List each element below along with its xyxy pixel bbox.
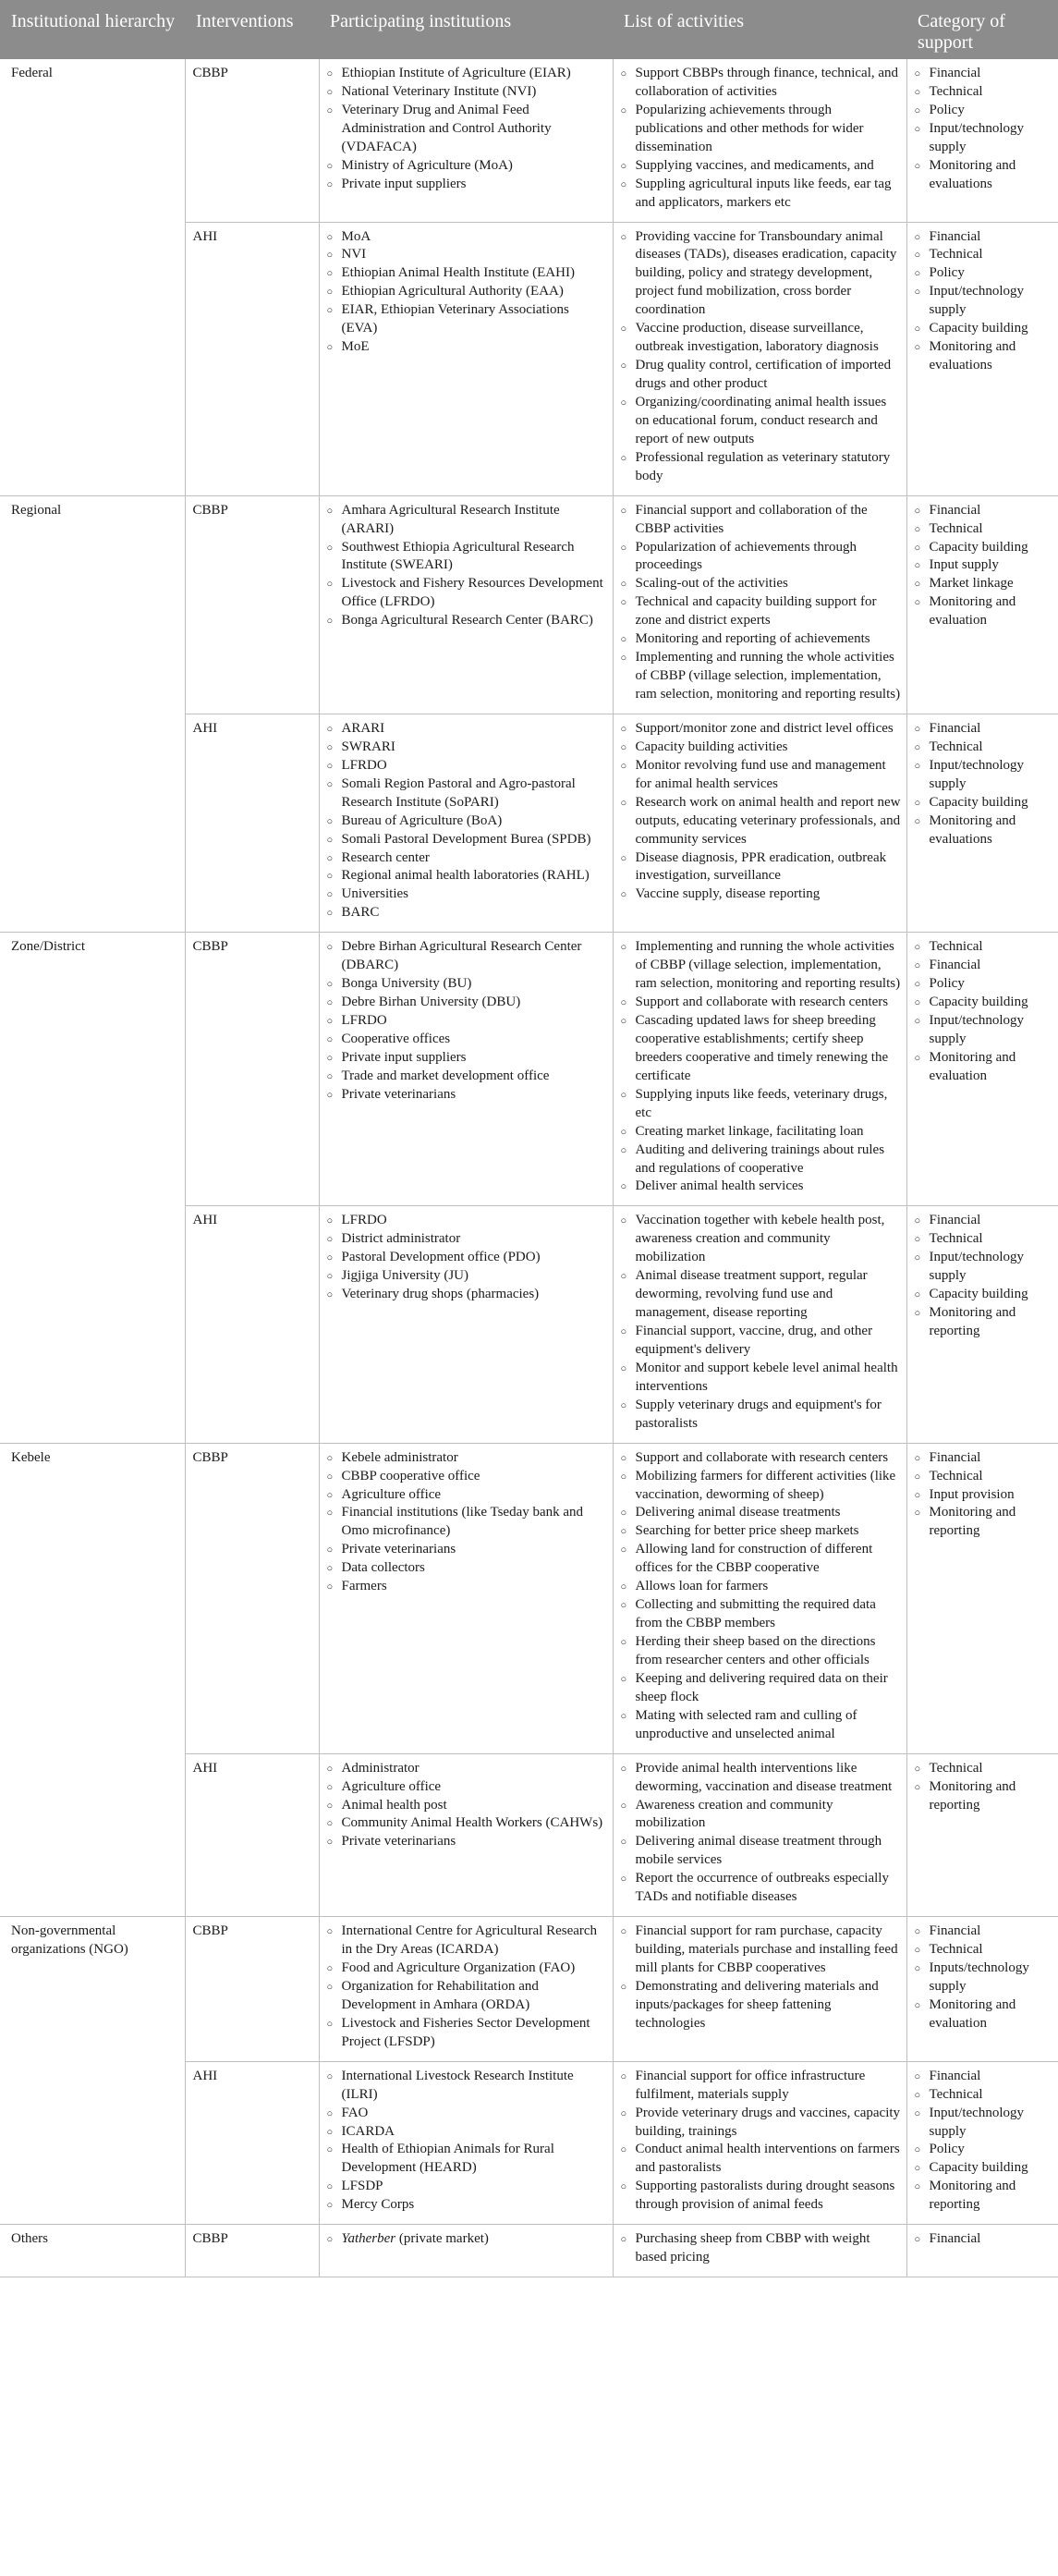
activity-item: ○ Scaling-out of the activities xyxy=(621,575,901,593)
activities-cell xyxy=(613,933,906,1206)
institution-item-italic: Yatherber xyxy=(341,2231,396,2247)
support-item: ○ Input/technology supply xyxy=(915,1012,1053,1049)
support-cell xyxy=(906,1206,1058,1443)
hierarchy-cell: Regional xyxy=(0,495,185,933)
institutions-cell xyxy=(319,1917,613,2062)
activity-item: ○ Providing vaccine for Transboundary animal diseases (TADs), diseases eradication, capacity building, policy and strategy development, project fund mobilization, cross border coordination xyxy=(621,228,901,321)
intervention-cell: CBBP xyxy=(185,495,319,714)
activity-item: ○ Provide animal health interventions like deworming, vaccination and disease treatment xyxy=(621,1760,901,1797)
activity-item: ○ Monitor and support kebele level animal health interventions xyxy=(621,1360,901,1397)
support-item: ○ Input supply xyxy=(915,556,1053,575)
table-row xyxy=(0,495,1058,714)
institution-item: ○ Health of Ethiopian Animals for Rural Development (HEARD) xyxy=(327,2141,607,2178)
support-cell xyxy=(906,2225,1058,2277)
institution-item: ○ Private veterinarians xyxy=(327,1833,607,1851)
institution-item: ○ District administrator xyxy=(327,1230,607,1249)
institution-item: ○ Trade and market development office xyxy=(327,1068,607,1086)
institution-item: ○ ICARDA xyxy=(327,2123,607,2142)
institution-item: ○ Bonga Agricultural Research Center (BARC) xyxy=(327,612,607,630)
support-item: ○ Financial xyxy=(915,1449,1053,1468)
institution-item: ○ Private input suppliers xyxy=(327,176,607,194)
institution-item: ○ Kebele administrator xyxy=(327,1449,607,1468)
activity-item: ○ Deliver animal health services xyxy=(621,1178,901,1196)
activity-item: ○ Purchasing sheep from CBBP with weight based pricing xyxy=(621,2230,901,2267)
institution-item: ○ Private veterinarians xyxy=(327,1086,607,1105)
intervention-cell: CBBP xyxy=(185,1443,319,1753)
institution-item: ○ Community Animal Health Workers (CAHWs) xyxy=(327,1814,607,1833)
activities-cell xyxy=(613,2061,906,2225)
institution-list xyxy=(327,1449,607,1597)
institution-list xyxy=(327,65,607,194)
support-list xyxy=(915,1923,1053,2033)
activity-item: ○ Technical and capacity building support for zone and district experts xyxy=(621,593,901,630)
activities-cell xyxy=(613,1753,906,1917)
institutions-cell xyxy=(319,933,613,1206)
institution-list xyxy=(327,1923,607,2052)
support-item: ○ Technical xyxy=(915,739,1053,757)
hierarchy-cell: Zone/District xyxy=(0,933,185,1443)
support-item: ○ Monitoring and evaluations xyxy=(915,812,1053,849)
activity-list xyxy=(621,502,901,704)
institution-item: ○ Universities xyxy=(327,885,607,904)
activity-item: ○ Vaccine supply, disease reporting xyxy=(621,885,901,904)
institution-item: ○ LFRDO xyxy=(327,1212,607,1230)
institutions-cell xyxy=(319,59,613,222)
support-item: ○ Monitoring and evaluations xyxy=(915,338,1053,375)
activity-item: ○ Keeping and delivering required data on their sheep flock xyxy=(621,1670,901,1707)
activity-list xyxy=(621,2068,901,2216)
institutions-cell xyxy=(319,1206,613,1443)
support-item: ○ Technical xyxy=(915,2086,1053,2105)
institution-item: ○ Livestock and Fishery Resources Development Office (LFRDO) xyxy=(327,575,607,612)
support-cell xyxy=(906,59,1058,222)
activity-item: ○ Support CBBPs through finance, technical, and collaboration of activities xyxy=(621,65,901,102)
support-list xyxy=(915,65,1053,194)
support-item: ○ Financial xyxy=(915,1923,1053,1941)
activity-list xyxy=(621,720,901,904)
institution-item: ○ BARC xyxy=(327,904,607,922)
support-item: ○ Market linkage xyxy=(915,575,1053,593)
institution-item: ○ Data collectors xyxy=(327,1559,607,1578)
support-item: ○ Monitoring and evaluations xyxy=(915,157,1053,194)
support-item: ○ Monitoring and evaluation xyxy=(915,1049,1053,1086)
table-row xyxy=(0,2225,1058,2277)
activity-item: ○ Popularizing achievements through publications and other methods for wider dissemination xyxy=(621,102,901,157)
activity-item: ○ Cascading updated laws for sheep breeding cooperative establishments; certify sheep breeders cooperative and timely renewing the certificate xyxy=(621,1012,901,1086)
activity-item: ○ Supporting pastoralists during drought seasons through provision of animal feeds xyxy=(621,2178,901,2215)
header-institutional-hierarchy: Institutional hierarchy xyxy=(0,0,185,59)
institution-item: ○ Somali Pastoral Development Burea (SPDB) xyxy=(327,831,607,849)
support-cell xyxy=(906,1753,1058,1917)
institutions-cell xyxy=(319,2225,613,2277)
support-item: ○ Policy xyxy=(915,102,1053,120)
institutions-cell xyxy=(319,1443,613,1753)
activity-list xyxy=(621,228,901,486)
support-item: ○ Capacity building xyxy=(915,2159,1053,2178)
support-cell xyxy=(906,1443,1058,1753)
activity-item: ○ Delivering animal disease treatments xyxy=(621,1504,901,1522)
institution-list xyxy=(327,1212,607,1304)
activity-item: ○ Financial support for ram purchase, capacity building, materials purchase and installing feed mill plants for CBBP cooperatives xyxy=(621,1923,901,1978)
institution-item: ○ Jigjiga University (JU) xyxy=(327,1267,607,1286)
institution-item: ○ Cooperative offices xyxy=(327,1031,607,1049)
support-item: ○ Capacity building xyxy=(915,794,1053,812)
support-list xyxy=(915,1760,1053,1815)
support-item: ○ Technical xyxy=(915,938,1053,957)
table-row xyxy=(0,59,1058,222)
activity-item: ○ Vaccination together with kebele health post, awareness creation and community mobilization xyxy=(621,1212,901,1267)
activity-item: ○ Vaccine production, disease surveillance, outbreak investigation, laboratory diagnosis xyxy=(621,320,901,357)
activity-item: ○ Monitoring and reporting of achievements xyxy=(621,630,901,649)
institution-item: ○ ARARI xyxy=(327,720,607,739)
support-item: ○ Technical xyxy=(915,1941,1053,1959)
activity-list xyxy=(621,1923,901,2033)
activity-list xyxy=(621,1760,901,1908)
support-item: ○ Monitoring and reporting xyxy=(915,1504,1053,1541)
support-item: ○ Financial xyxy=(915,65,1053,83)
header-participating-institutions: Participating institutions xyxy=(319,0,613,59)
support-item: ○ Policy xyxy=(915,2141,1053,2159)
activity-item: ○ Creating market linkage, facilitating loan xyxy=(621,1123,901,1141)
activity-item: ○ Supply veterinary drugs and equipment's for pastoralists xyxy=(621,1397,901,1434)
table-body xyxy=(0,59,1058,2277)
hierarchy-cell: Kebele xyxy=(0,1443,185,1917)
institution-item: ○ Veterinary Drug and Animal Feed Administration and Control Authority (VDAFACA) xyxy=(327,102,607,157)
activity-item: ○ Support and collaborate with research centers xyxy=(621,994,901,1012)
institution-item: ○ Mercy Corps xyxy=(327,2196,607,2215)
activity-item: ○ Searching for better price sheep markets xyxy=(621,1522,901,1541)
activity-item: ○ Collecting and submitting the required data from the CBBP members xyxy=(621,1596,901,1633)
support-list xyxy=(915,1449,1053,1542)
activity-item: ○ Support and collaborate with research centers xyxy=(621,1449,901,1468)
institution-item: ○ International Centre for Agricultural Research in the Dry Areas (ICARDA) xyxy=(327,1923,607,1959)
activity-list xyxy=(621,938,901,1196)
support-cell xyxy=(906,222,1058,495)
support-item: ○ Input/technology supply xyxy=(915,120,1053,157)
intervention-cell: CBBP xyxy=(185,933,319,1206)
activity-item: ○ Mating with selected ram and culling of unproductive and unselected animal xyxy=(621,1707,901,1744)
support-item: ○ Input/technology supply xyxy=(915,2105,1053,2142)
institution-list xyxy=(327,228,607,358)
header-interventions: Interventions xyxy=(185,0,319,59)
institution-item: ○ LFSDP xyxy=(327,2178,607,2196)
support-list xyxy=(915,938,1053,1086)
institution-list xyxy=(327,938,607,1104)
activity-item: ○ Mobilizing farmers for different activities (like vaccination, deworming of sheep) xyxy=(621,1468,901,1505)
institution-item: ○ Amhara Agricultural Research Institute (ARARI) xyxy=(327,502,607,539)
activity-list xyxy=(621,1449,901,1744)
activity-item: ○ Research work on animal health and report new outputs, educating veterinary professionals, and community services xyxy=(621,794,901,849)
intervention-cell: CBBP xyxy=(185,2225,319,2277)
institutions-cell xyxy=(319,1753,613,1917)
support-item: ○ Technical xyxy=(915,1468,1053,1486)
institution-item: ○ National Veterinary Institute (NVI) xyxy=(327,83,607,102)
support-item: ○ Technical xyxy=(915,520,1053,539)
activity-item: ○ Conduct animal health interventions on farmers and pastoralists xyxy=(621,2141,901,2178)
institution-item: ○ LFRDO xyxy=(327,1012,607,1031)
support-item: ○ Technical xyxy=(915,83,1053,102)
institution-item: ○ Farmers xyxy=(327,1578,607,1596)
institution-item xyxy=(327,2230,607,2249)
activities-cell xyxy=(613,714,906,932)
institution-list xyxy=(327,502,607,631)
institution-item: ○ International Livestock Research Institute (ILRI) xyxy=(327,2068,607,2105)
institution-item: ○ NVI xyxy=(327,246,607,264)
institution-item: ○ Agriculture office xyxy=(327,1778,607,1797)
institution-item: ○ Organization for Rehabilitation and Development in Amhara (ORDA) xyxy=(327,1978,607,2015)
institution-item: ○ EIAR, Ethiopian Veterinary Associations (EVA) xyxy=(327,301,607,338)
institution-item: ○ LFRDO xyxy=(327,757,607,775)
institution-item: ○ Ministry of Agriculture (MoA) xyxy=(327,157,607,176)
support-item: ○ Financial xyxy=(915,720,1053,739)
support-cell xyxy=(906,1917,1058,2062)
institutions-cell xyxy=(319,714,613,932)
institution-item: ○ Private input suppliers xyxy=(327,1049,607,1068)
institution-item: ○ Pastoral Development office (PDO) xyxy=(327,1249,607,1267)
institution-item: ○ Debre Birhan University (DBU) xyxy=(327,994,607,1012)
support-item: ○ Input/technology supply xyxy=(915,283,1053,320)
institutions-cell xyxy=(319,222,613,495)
institution-list xyxy=(327,2230,607,2249)
activity-item: ○ Implementing and running the whole activities of CBBP (village selection, implementation, ram selection, monitoring and reporting results) xyxy=(621,649,901,704)
institution-item: ○ Veterinary drug shops (pharmacies) xyxy=(327,1286,607,1304)
support-list xyxy=(915,228,1053,376)
intervention-cell: CBBP xyxy=(185,59,319,222)
support-item: ○ Monitoring and evaluation xyxy=(915,1996,1053,2033)
activity-item: ○ Delivering animal disease treatment through mobile services xyxy=(621,1833,901,1870)
activities-cell xyxy=(613,222,906,495)
intervention-cell: AHI xyxy=(185,1753,319,1917)
institution-item: ○ Somali Region Pastoral and Agro-pastoral Research Institute (SoPARI) xyxy=(327,775,607,812)
activity-item: ○ Popularization of achievements through proceedings xyxy=(621,539,901,576)
activity-item: ○ Awareness creation and community mobilization xyxy=(621,1797,901,1834)
table-row xyxy=(0,933,1058,1206)
support-item: ○ Capacity building xyxy=(915,994,1053,1012)
support-item: ○ Financial xyxy=(915,502,1053,520)
support-cell xyxy=(906,2061,1058,2225)
institution-item: ○ MoA xyxy=(327,228,607,247)
institution-item: ○ Ethiopian Animal Health Institute (EAHI) xyxy=(327,264,607,283)
activity-item: ○ Herding their sheep based on the directions from researcher centers and other officials xyxy=(621,1633,901,1670)
support-list xyxy=(915,720,1053,849)
support-item: ○ Technical xyxy=(915,1230,1053,1249)
support-list xyxy=(915,1212,1053,1341)
support-cell xyxy=(906,714,1058,932)
intervention-cell: AHI xyxy=(185,222,319,495)
activity-item: ○ Drug quality control, certification of imported drugs and other product xyxy=(621,357,901,394)
institution-item-text: (private market) xyxy=(395,2231,489,2247)
institution-list xyxy=(327,720,607,922)
activity-item: ○ Supplying vaccines, and medicaments, and xyxy=(621,157,901,176)
institution-item: ○ CBBP cooperative office xyxy=(327,1468,607,1486)
activity-item: ○ Animal disease treatment support, regular deworming, revolving fund use and management, disease reporting xyxy=(621,1267,901,1323)
institution-list xyxy=(327,2068,607,2216)
support-item: ○ Capacity building xyxy=(915,1286,1053,1304)
support-item: ○ Input/technology supply xyxy=(915,1249,1053,1286)
activity-item: ○ Demonstrating and delivering materials and inputs/packages for sheep fattening technologies xyxy=(621,1978,901,2033)
activity-item: ○ Professional regulation as veterinary statutory body xyxy=(621,449,901,486)
institution-item: ○ Ethiopian Agricultural Authority (EAA) xyxy=(327,283,607,301)
activity-item: ○ Monitor revolving fund use and management for animal health services xyxy=(621,757,901,794)
intervention-cell: AHI xyxy=(185,1206,319,1443)
support-item: ○ Inputs/technology supply xyxy=(915,1959,1053,1996)
institution-item: ○ Bureau of Agriculture (BoA) xyxy=(327,812,607,831)
support-list xyxy=(915,502,1053,631)
activity-item: ○ Financial support and collaboration of the CBBP activities xyxy=(621,502,901,539)
institution-item: ○ Financial institutions (like Tseday bank and Omo microfinance) xyxy=(327,1504,607,1541)
institution-item: ○ Bonga University (BU) xyxy=(327,975,607,994)
table-row xyxy=(0,1917,1058,2062)
activity-list xyxy=(621,65,901,213)
activity-item: ○ Allows loan for farmers xyxy=(621,1578,901,1596)
support-item: ○ Technical xyxy=(915,1760,1053,1778)
institution-item: ○ Animal health post xyxy=(327,1797,607,1815)
activity-item: ○ Provide veterinary drugs and vaccines, capacity building, trainings xyxy=(621,2105,901,2142)
support-list xyxy=(915,2230,1053,2249)
support-item: ○ Capacity building xyxy=(915,539,1053,557)
institution-item: ○ SWRARI xyxy=(327,739,607,757)
activities-cell xyxy=(613,1443,906,1753)
activity-item: ○ Suppling agricultural inputs like feeds, ear tag and applicators, markers etc xyxy=(621,176,901,213)
support-item: ○ Monitoring and reporting xyxy=(915,1778,1053,1815)
activities-cell xyxy=(613,1206,906,1443)
institution-item: ○ Ethiopian Institute of Agriculture (EIAR) xyxy=(327,65,607,83)
activity-item: ○ Supplying inputs like feeds, veterinary drugs, etc xyxy=(621,1086,901,1123)
institution-item: ○ Livestock and Fisheries Sector Development Project (LFSDP) xyxy=(327,2015,607,2052)
support-item: ○ Technical xyxy=(915,246,1053,264)
activity-item: ○ Financial support, vaccine, drug, and other equipment's delivery xyxy=(621,1323,901,1360)
activity-item: ○ Allowing land for construction of different offices for the CBBP cooperative xyxy=(621,1541,901,1578)
institution-item: ○ Agriculture office xyxy=(327,1486,607,1505)
intervention-cell: CBBP xyxy=(185,1917,319,2062)
institution-item: ○ FAO xyxy=(327,2105,607,2123)
support-item: ○ Financial xyxy=(915,2230,1053,2249)
support-item: ○ Monitoring and reporting xyxy=(915,1304,1053,1341)
activity-list xyxy=(621,1212,901,1433)
hierarchy-cell: Non-governmental organizations (NGO) xyxy=(0,1917,185,2225)
header-list-of-activities: List of activities xyxy=(613,0,906,59)
activity-item: ○ Support/monitor zone and district level offices xyxy=(621,720,901,739)
institution-item: ○ Food and Agriculture Organization (FAO) xyxy=(327,1959,607,1978)
activity-item: ○ Organizing/coordinating animal health issues on educational forum, conduct research and report of new outputs xyxy=(621,394,901,449)
hierarchy-cell: Others xyxy=(0,2225,185,2277)
intervention-cell: AHI xyxy=(185,2061,319,2225)
activity-list xyxy=(621,2230,901,2267)
institution-item: ○ MoE xyxy=(327,338,607,357)
support-cell xyxy=(906,495,1058,714)
activity-item: ○ Capacity building activities xyxy=(621,739,901,757)
support-item: ○ Financial xyxy=(915,957,1053,975)
support-item: ○ Input provision xyxy=(915,1486,1053,1505)
support-list xyxy=(915,2068,1053,2216)
institution-item: ○ Administrator xyxy=(327,1760,607,1778)
table-row xyxy=(0,1443,1058,1753)
header-category-of-support: Category of support xyxy=(906,0,1058,59)
institutions-cell xyxy=(319,495,613,714)
support-item: ○ Monitoring and evaluation xyxy=(915,593,1053,630)
activities-cell xyxy=(613,2225,906,2277)
institution-item: ○ Debre Birhan Agricultural Research Center (DBARC) xyxy=(327,938,607,975)
activities-cell xyxy=(613,495,906,714)
support-item: ○ Policy xyxy=(915,975,1053,994)
institution-list xyxy=(327,1760,607,1852)
activity-item: ○ Financial support for office infrastructure fulfilment, materials supply xyxy=(621,2068,901,2105)
support-cell xyxy=(906,933,1058,1206)
activities-cell xyxy=(613,1917,906,2062)
institution-item: ○ Private veterinarians xyxy=(327,1541,607,1559)
support-item: ○ Financial xyxy=(915,2068,1053,2086)
table-header xyxy=(0,0,1058,59)
institution-item: ○ Research center xyxy=(327,849,607,868)
institutions-cell xyxy=(319,2061,613,2225)
support-item: ○ Financial xyxy=(915,228,1053,247)
activity-item: ○ Disease diagnosis, PPR eradication, outbreak investigation, surveillance xyxy=(621,849,901,886)
activity-item: ○ Auditing and delivering trainings about rules and regulations of cooperative xyxy=(621,1141,901,1178)
institution-item: ○ Southwest Ethiopia Agricultural Research Institute (SWEARI) xyxy=(327,539,607,576)
intervention-cell: AHI xyxy=(185,714,319,932)
activity-item: ○ Report the occurrence of outbreaks especially TADs and notifiable diseases xyxy=(621,1870,901,1907)
activities-cell xyxy=(613,59,906,222)
institution-item: ○ Regional animal health laboratories (RAHL) xyxy=(327,867,607,885)
hierarchy-cell: Federal xyxy=(0,59,185,495)
activity-item: ○ Implementing and running the whole activities of CBBP (village selection, implementation, ram selection, monitoring and reporting results) xyxy=(621,938,901,994)
support-item: ○ Policy xyxy=(915,264,1053,283)
support-item: ○ Input/technology supply xyxy=(915,757,1053,794)
support-item: ○ Monitoring and reporting xyxy=(915,2178,1053,2215)
support-item: ○ Financial xyxy=(915,1212,1053,1230)
support-item: ○ Capacity building xyxy=(915,320,1053,338)
